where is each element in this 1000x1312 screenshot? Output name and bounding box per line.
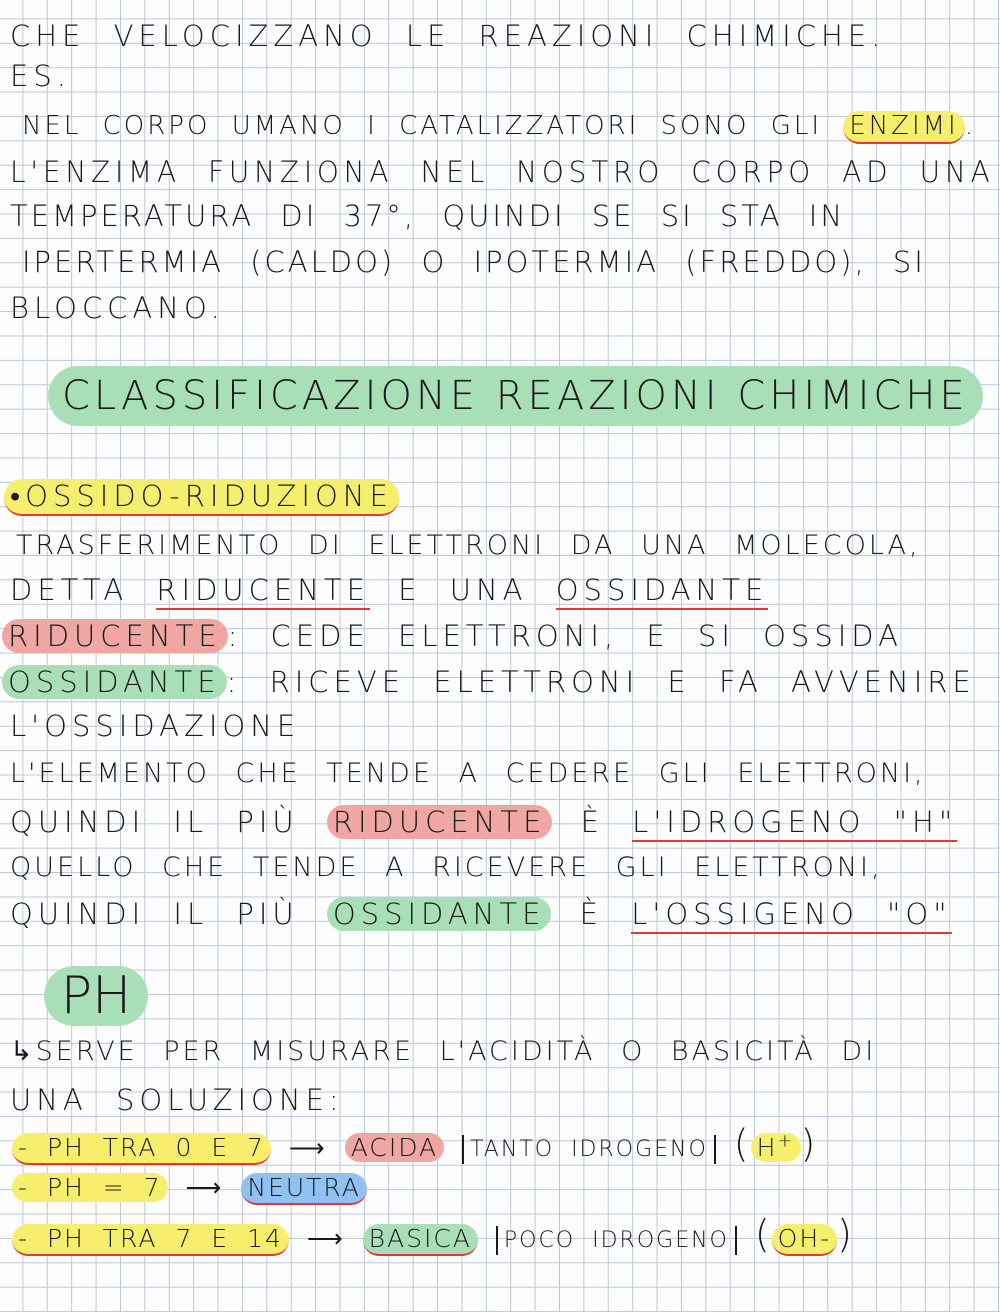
paren-close: ) bbox=[837, 1212, 854, 1256]
text-fragment: . bbox=[964, 111, 976, 141]
ph-heading: PH bbox=[44, 966, 148, 1026]
text-fragment: : CEDE ELETTRONI, E SI OSSIDA bbox=[227, 619, 903, 653]
subheading bbox=[4, 478, 399, 514]
text-line: L'ELEMENTO CHE TENDE A CEDERE GLI ELETTRONI, bbox=[10, 758, 926, 789]
text-line bbox=[10, 896, 952, 932]
term-idrogeno: L'IDROGENO "H" bbox=[632, 805, 957, 842]
arrow-icon: ⟶ bbox=[288, 1133, 327, 1163]
text-fragment: QUINDI IL PIÙ bbox=[10, 805, 299, 839]
text-fragment: NEL CORPO UMANO I CATALIZZATORI SONO GLI bbox=[22, 111, 822, 141]
paren-close: ) bbox=[800, 1121, 818, 1166]
ph-base-label: BASICA bbox=[363, 1224, 478, 1256]
highlight-enzimi: ENZIMI bbox=[843, 111, 964, 144]
ph-acid-label: ACIDA bbox=[345, 1133, 444, 1162]
label-riducente: RIDUCENTE bbox=[2, 619, 228, 653]
text-line: L'OSSIDAZIONE bbox=[10, 709, 301, 743]
text-line bbox=[2, 664, 976, 700]
text-line: IPERTERMIA (CALDO) O IPOTERMIA (FREDDO), SI bbox=[22, 245, 926, 279]
arrow-icon: ⟶ bbox=[306, 1224, 345, 1253]
text-fragment: DETTA bbox=[10, 573, 129, 607]
term-riducente: RIDUCENTE bbox=[156, 573, 370, 610]
ph-neutral-row bbox=[12, 1170, 367, 1206]
arrow-icon: ⟶ bbox=[185, 1173, 224, 1202]
text-line bbox=[10, 804, 957, 840]
text-fragment: È bbox=[579, 897, 603, 931]
section-heading: CLASSIFICAZIONE REAZIONI CHIMICHE bbox=[48, 366, 983, 426]
text-line: CHE VELOCIZZANO LE REAZIONI CHIMICHE. bbox=[10, 19, 886, 53]
ph-base-row bbox=[12, 1212, 854, 1259]
ion-charge: + bbox=[777, 1131, 795, 1152]
term-ossigeno: L'OSSIGENO "O" bbox=[631, 897, 951, 934]
ph-acid-range: - PH TRA 0 E 7 bbox=[12, 1133, 271, 1165]
text-line: QUELLO CHE TENDE A RICEVERE GLI ELETTRONI, bbox=[10, 852, 883, 883]
ion-symbol: H bbox=[756, 1133, 778, 1163]
ph-acid-note: TANTO IDROGENO bbox=[462, 1135, 716, 1164]
ph-acid-row bbox=[12, 1121, 818, 1168]
text-line: ES. bbox=[10, 59, 71, 93]
ph-base-ion: OH- bbox=[772, 1224, 838, 1256]
text-fragment: : RICEVE ELETTRONI E FA AVVENIRE bbox=[226, 665, 976, 699]
text-fragment: È bbox=[580, 805, 604, 839]
text-line bbox=[10, 572, 768, 608]
text-line bbox=[2, 618, 903, 654]
label-ossidante: OSSIDANTE bbox=[2, 665, 227, 699]
text-line: BLOCCANO. bbox=[10, 291, 225, 325]
text-line: L'ENZIMA FUNZIONA NEL NOSTRO CORPO AD UNA bbox=[10, 155, 995, 189]
highlight-ossidante: OSSIDANTE bbox=[327, 897, 552, 931]
ph-base-note: POCO IDROGENO bbox=[496, 1226, 737, 1255]
ph-neutral-label: NEUTRA bbox=[241, 1173, 367, 1205]
text-line bbox=[22, 108, 976, 144]
text-line: TEMPERATURA DI 37°, QUINDI SE SI STA IN bbox=[10, 199, 846, 233]
ph-acid-ion bbox=[751, 1133, 801, 1162]
highlight-riducente: RIDUCENTE bbox=[327, 805, 553, 839]
subheading-redox: •OSSIDO-RIDUZIONE bbox=[4, 479, 399, 516]
text-fragment: QUINDI IL PIÙ bbox=[10, 897, 299, 931]
text-line: UNA SOLUZIONE: bbox=[10, 1083, 344, 1117]
paren-open: ( bbox=[754, 1212, 772, 1256]
text-line: ↳SERVE PER MISURARE L'ACIDITÀ O BASICITÀ DI bbox=[10, 1036, 877, 1067]
ph-base-range: - PH TRA 7 E 14 bbox=[12, 1224, 289, 1256]
text-line: TRASFERIMENTO DI ELETTRONI DA UNA MOLECOLA, bbox=[16, 530, 921, 561]
term-ossidante: OSSIDANTE bbox=[556, 573, 769, 610]
text-fragment: E UNA bbox=[398, 573, 528, 607]
ph-neutral-range: - PH = 7 bbox=[12, 1173, 168, 1202]
paren-open: ( bbox=[733, 1121, 751, 1166]
